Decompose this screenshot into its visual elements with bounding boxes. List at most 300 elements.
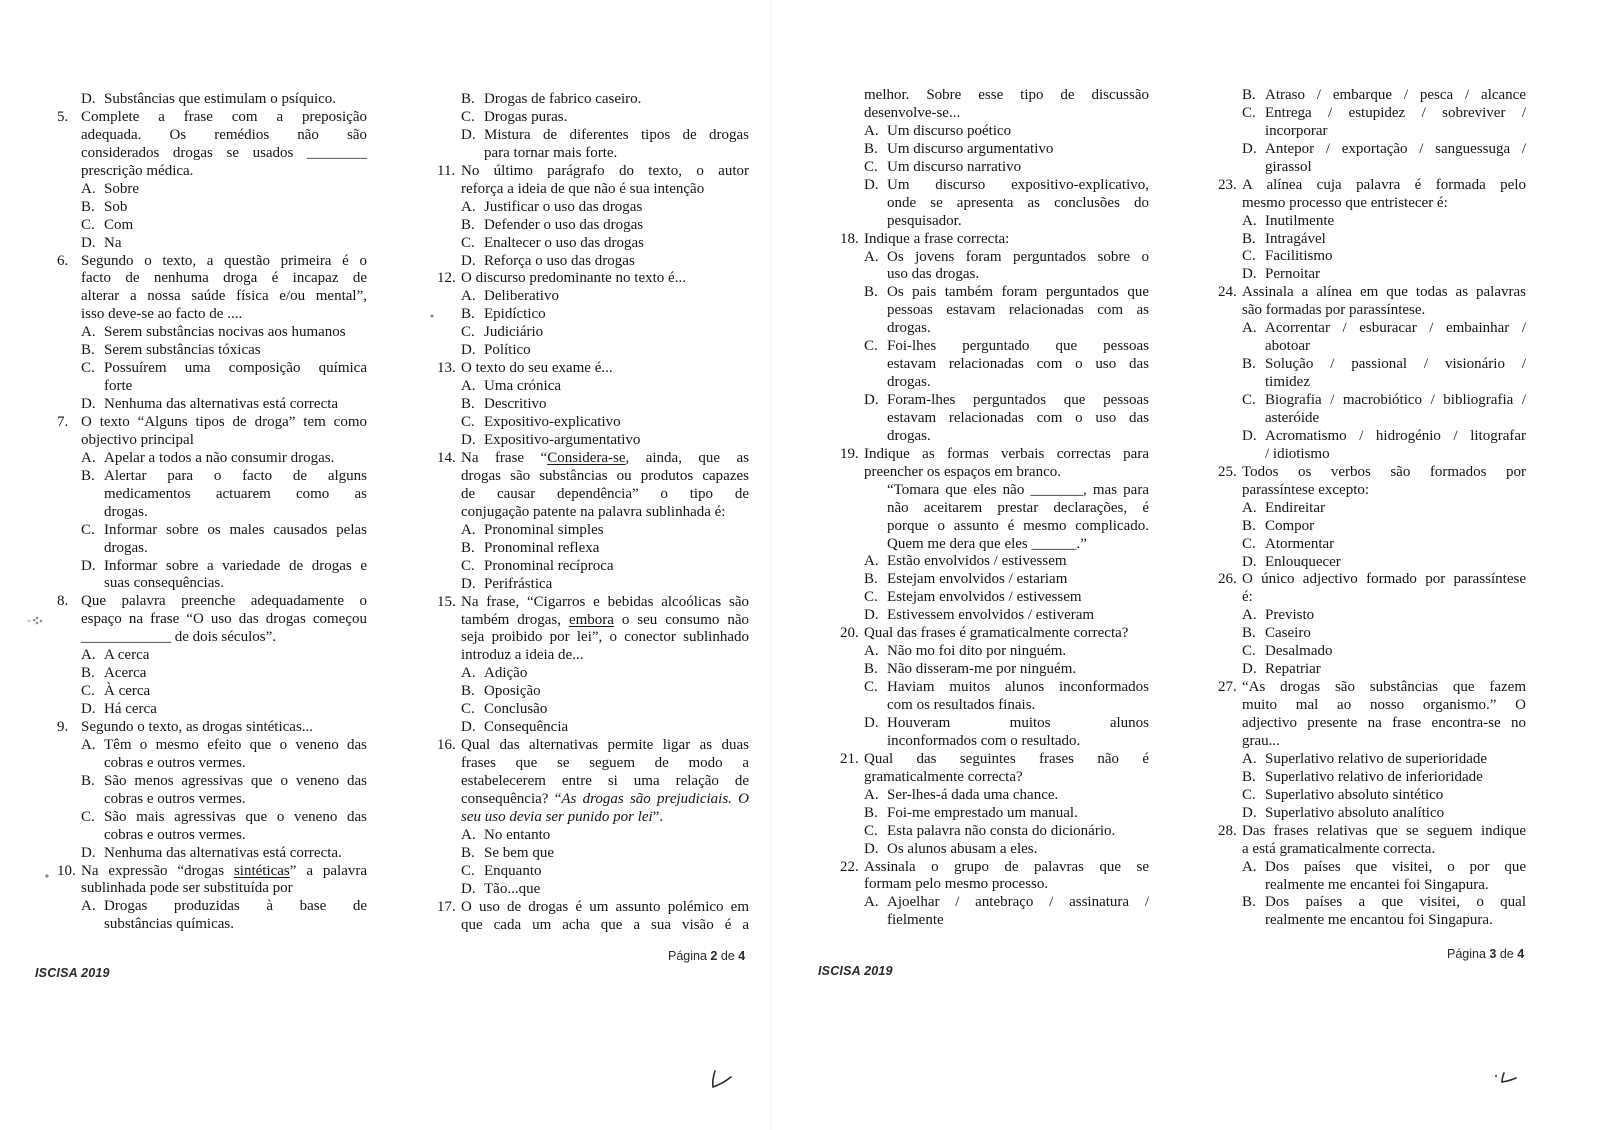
text-line: Compor bbox=[1265, 517, 1315, 534]
text-line: Reforça o uso das drogas bbox=[484, 252, 635, 269]
question-number: 5. bbox=[57, 108, 69, 125]
option-text bbox=[887, 284, 1149, 338]
question-text bbox=[461, 899, 749, 935]
text-line: porque o assunto é mesmo complicado. bbox=[887, 517, 1149, 534]
option-letter: A. bbox=[864, 248, 879, 265]
text-line bbox=[461, 612, 749, 630]
option-c bbox=[437, 863, 749, 881]
option-letter: C. bbox=[864, 589, 878, 606]
text-line: Atormentar bbox=[1265, 535, 1335, 552]
option-d bbox=[1218, 554, 1526, 572]
option-a bbox=[840, 553, 1149, 571]
option-letter: D. bbox=[461, 252, 476, 269]
text-line: Atraso / embarque / pesca / alcance bbox=[1265, 87, 1526, 103]
text-line: Qual das alternativas permite ligar as duas bbox=[461, 737, 749, 754]
text-line: Dos países a que visitei, o qual bbox=[1265, 894, 1526, 911]
option-c bbox=[437, 701, 749, 719]
text-line: cobras e outros vermes. bbox=[104, 826, 246, 843]
text-line: Pernoitar bbox=[1265, 266, 1320, 283]
option-text bbox=[104, 360, 367, 396]
text-line: Ser-lhes-á dada uma chance. bbox=[887, 786, 1059, 803]
question-text bbox=[461, 450, 749, 522]
text-line: Desalmado bbox=[1265, 643, 1333, 660]
text-line: “As drogas são substâncias que fazem bbox=[1242, 679, 1526, 696]
text-line: mesmo processo que entristecer é: bbox=[1242, 194, 1448, 211]
question-number: 9. bbox=[57, 719, 69, 736]
option-letter: B. bbox=[81, 342, 95, 359]
text-line: Os jovens foram perguntados sobre o bbox=[887, 248, 1149, 265]
option-letter: B. bbox=[461, 539, 475, 556]
option-a bbox=[437, 665, 749, 683]
option-text bbox=[887, 249, 1149, 285]
option-b bbox=[1218, 625, 1526, 643]
option-a bbox=[840, 894, 1149, 930]
option-letter: D. bbox=[81, 396, 96, 413]
option-letter: C. bbox=[1242, 248, 1256, 265]
text-line: Conclusão bbox=[484, 701, 548, 718]
option-text bbox=[484, 235, 749, 253]
text-line: que cada um acha que a sua visão é a bbox=[461, 916, 749, 933]
option-c bbox=[437, 414, 749, 432]
option-letter: C. bbox=[461, 108, 475, 125]
option-c bbox=[840, 823, 1149, 841]
question-16 bbox=[437, 737, 749, 827]
text-line: Assinala a alínea em que todas as palavras bbox=[1242, 284, 1526, 301]
text-line: considerados drogas se usados ________ bbox=[81, 144, 367, 161]
question-text bbox=[81, 414, 367, 450]
option-letter: D. bbox=[461, 432, 476, 449]
option-d bbox=[840, 715, 1149, 751]
text-line: drogas. bbox=[887, 374, 931, 391]
option-a bbox=[437, 827, 749, 845]
text-line: Os alunos abusam a eles. bbox=[887, 840, 1038, 857]
text-line: Judiciário bbox=[484, 324, 544, 341]
option-c bbox=[1218, 392, 1526, 428]
option-letter: C. bbox=[1242, 392, 1256, 409]
option-text bbox=[887, 661, 1149, 679]
text-line: drogas são substâncias ou produtos capazes bbox=[461, 467, 749, 484]
question-text bbox=[461, 594, 749, 666]
question-text bbox=[81, 593, 367, 647]
text-line: a está gramaticalmente correcta. bbox=[1242, 840, 1436, 857]
option-b bbox=[437, 396, 749, 414]
question-6 bbox=[57, 253, 367, 325]
option-letter: A. bbox=[1242, 858, 1257, 875]
text-line: abotoar bbox=[1265, 338, 1310, 355]
text-line: Estão envolvidos / estivessem bbox=[887, 553, 1067, 570]
text-line: Tão...que bbox=[484, 880, 541, 897]
option-b bbox=[1218, 87, 1526, 105]
text-line: são formadas por parassíntese. bbox=[1242, 302, 1426, 319]
option-text bbox=[484, 396, 749, 414]
text-line: asteróide bbox=[1265, 409, 1320, 426]
text-line: Na frase, “Cigarros e bebidas alcoólicas são bbox=[461, 593, 749, 610]
text-line: seja proibido por lei”, o conector sublinhado bbox=[461, 629, 749, 646]
option-b bbox=[1218, 894, 1526, 930]
option-b bbox=[57, 468, 367, 522]
option-d bbox=[437, 253, 749, 271]
option-letter: C. bbox=[461, 414, 475, 431]
text-line: Defender o uso das drogas bbox=[484, 216, 644, 233]
question-23 bbox=[1218, 177, 1526, 213]
question-text bbox=[81, 109, 367, 181]
option-b bbox=[437, 683, 749, 701]
text-line: Superlativo absoluto analítico bbox=[1265, 804, 1445, 821]
text-line: drogas. bbox=[104, 503, 148, 520]
text-line: “Tomara que eles não _______, mas para bbox=[887, 481, 1149, 498]
question-number: 25. bbox=[1218, 463, 1237, 480]
page-word: Página bbox=[1447, 947, 1486, 961]
text-line: Antepor / exportação / sanguessuga / bbox=[1265, 140, 1526, 157]
text-line: melhor. Sobre esse tipo de discussão bbox=[864, 87, 1149, 103]
text-line: Pronominal simples bbox=[484, 521, 604, 538]
option-text bbox=[1265, 428, 1526, 464]
option-letter: D. bbox=[864, 714, 879, 731]
text-line: drogas. bbox=[887, 427, 931, 444]
option-c bbox=[57, 683, 367, 701]
option-letter: D. bbox=[461, 880, 476, 897]
text-line: Inutilmente bbox=[1265, 212, 1335, 229]
question-text bbox=[864, 859, 1149, 895]
option-letter: C. bbox=[864, 338, 878, 355]
text-line: suas consequências. bbox=[104, 575, 224, 592]
text-segment: ” a palavra bbox=[289, 862, 368, 879]
option-b bbox=[57, 665, 367, 683]
option-text bbox=[484, 217, 749, 235]
text-line: A alínea cuja palavra é formada pelo bbox=[1242, 176, 1526, 193]
question-number: 18. bbox=[840, 230, 859, 247]
text-line: Qual das seguintes frases não é bbox=[864, 750, 1149, 767]
text-line: Acerca bbox=[104, 665, 147, 682]
text-line: Estejam envolvidos / estivessem bbox=[887, 589, 1082, 606]
option-text bbox=[1265, 805, 1526, 823]
option-d bbox=[437, 342, 749, 360]
option-text bbox=[104, 701, 367, 719]
text-line: Os pais também foram perguntados que bbox=[887, 284, 1149, 301]
text-line: Acromatismo / hidrogénio / litografar bbox=[1265, 427, 1526, 444]
option-letter: B. bbox=[461, 91, 475, 107]
text-line: não aceitarem prestar declarações, é bbox=[887, 499, 1149, 516]
option-letter: B. bbox=[864, 571, 878, 588]
option-text bbox=[887, 787, 1149, 805]
question-7 bbox=[57, 414, 367, 450]
option-letter: A. bbox=[1242, 750, 1257, 767]
option-letter: A. bbox=[1242, 212, 1257, 229]
option-letter: A. bbox=[81, 736, 96, 753]
text-line: onde se apresenta as conclusões do bbox=[887, 194, 1149, 211]
text-line: O discurso predominante no texto é... bbox=[461, 270, 686, 287]
text-line: Serem substâncias nocivas aos humanos bbox=[104, 324, 346, 341]
option-letter: C. bbox=[461, 862, 475, 879]
option-a bbox=[57, 647, 367, 665]
option-a bbox=[1218, 320, 1526, 356]
text-line: São menos agressivas que o veneno das bbox=[104, 772, 367, 789]
option-d bbox=[57, 558, 367, 594]
option-d bbox=[437, 719, 749, 737]
question-text bbox=[81, 253, 367, 325]
option-text bbox=[1265, 607, 1526, 625]
text-line: Adição bbox=[484, 665, 528, 682]
option-letter: B. bbox=[461, 396, 475, 413]
option-letter: D. bbox=[461, 126, 476, 143]
text-line: Deliberativo bbox=[484, 288, 559, 305]
text-line: para tornar mais forte. bbox=[484, 144, 618, 161]
text-line: Enquanto bbox=[484, 862, 542, 879]
question-8 bbox=[57, 593, 367, 647]
question-number: 12. bbox=[437, 270, 456, 287]
option-c bbox=[840, 159, 1149, 177]
text-line: Político bbox=[484, 342, 531, 359]
text-line: O texto “Alguns tipos de droga” tem como bbox=[81, 414, 367, 430]
page-of-word: de bbox=[1499, 947, 1514, 961]
option-d bbox=[1218, 661, 1526, 679]
option-letter: A. bbox=[81, 180, 96, 197]
option-text bbox=[484, 109, 749, 127]
option-letter: B. bbox=[461, 683, 475, 700]
text-line: sublinhada pode ser substituída por bbox=[81, 880, 293, 897]
text-line: Substâncias que estimulam o psíquico. bbox=[104, 91, 337, 107]
option-text bbox=[887, 571, 1149, 589]
text-line: Descritivo bbox=[484, 396, 547, 413]
text-line: adequada. Os remédios não são bbox=[81, 126, 367, 143]
question-text bbox=[1242, 571, 1526, 607]
option-a bbox=[840, 249, 1149, 285]
option-a bbox=[840, 123, 1149, 141]
text-line: Epidíctico bbox=[484, 306, 546, 323]
text-line: incorporar bbox=[1265, 122, 1328, 139]
underlined-word: Considera-se bbox=[547, 450, 626, 466]
text-segment: , ainda, que as bbox=[625, 450, 750, 466]
option-letter: A. bbox=[461, 378, 476, 395]
question-number: 13. bbox=[437, 360, 456, 377]
option-b bbox=[1218, 769, 1526, 787]
text-line bbox=[461, 450, 749, 468]
option-a bbox=[437, 288, 749, 306]
option-text bbox=[484, 91, 749, 109]
option-text bbox=[104, 199, 367, 217]
question-text bbox=[461, 270, 749, 288]
text-line: Mistura de diferentes tipos de drogas bbox=[484, 126, 749, 143]
text-line: Não disseram-me por ninguém. bbox=[887, 661, 1077, 678]
option-text bbox=[484, 414, 749, 432]
option-text bbox=[1265, 751, 1526, 769]
option-b bbox=[1218, 518, 1526, 536]
option-text bbox=[484, 558, 749, 576]
text-line bbox=[81, 863, 367, 881]
text-segment: Na frase “ bbox=[461, 450, 548, 466]
option-text bbox=[104, 342, 367, 360]
option-c bbox=[1218, 248, 1526, 266]
option-letter: A. bbox=[1242, 320, 1257, 337]
text-line: Entrega / estupidez / sobreviver / bbox=[1265, 104, 1526, 121]
question-27 bbox=[1218, 679, 1526, 751]
text-line: Serem substâncias tóxicas bbox=[104, 342, 261, 359]
question-text bbox=[864, 625, 1149, 643]
question-21 bbox=[840, 751, 1149, 787]
option-letter: A. bbox=[1242, 499, 1257, 516]
option-letter: B. bbox=[461, 844, 475, 861]
option-letter: A. bbox=[81, 647, 96, 664]
option-letter: C. bbox=[1242, 786, 1256, 803]
text-line: Perifrástica bbox=[484, 575, 553, 592]
text-line: O texto do seu exame é... bbox=[461, 360, 613, 377]
text-line: de causar dependência” o tipo de bbox=[461, 485, 749, 502]
option-letter: C. bbox=[1242, 535, 1256, 552]
text-line: é: bbox=[1242, 589, 1253, 606]
text-line: alterar a nossa saúde física e/ou mental”, bbox=[81, 288, 367, 305]
text-line: Drogas de fabrico caseiro. bbox=[484, 91, 642, 107]
option-text bbox=[887, 141, 1149, 159]
option-letter: C. bbox=[81, 521, 95, 538]
text-line: estabelecerem entre si uma relação de bbox=[461, 773, 749, 789]
option-b bbox=[437, 845, 749, 863]
option-letter: A. bbox=[81, 324, 96, 341]
option-text bbox=[104, 683, 367, 701]
option-b bbox=[437, 91, 749, 109]
question-9 bbox=[57, 719, 367, 737]
text-line: Haviam muitos alunos inconformados bbox=[887, 679, 1149, 696]
option-text bbox=[887, 159, 1149, 177]
exam-page-3 bbox=[800, 0, 1600, 1130]
option-text bbox=[887, 607, 1149, 625]
page-total: 4 bbox=[1517, 947, 1525, 961]
question-number: 11. bbox=[437, 162, 456, 179]
option-text bbox=[104, 845, 367, 863]
option-letter: D. bbox=[81, 234, 96, 251]
text-line: muito mal ao nosso organismo.” O bbox=[1242, 697, 1526, 714]
text-line: Uma crónica bbox=[484, 378, 562, 395]
option-a bbox=[1218, 751, 1526, 769]
option-text bbox=[1265, 643, 1526, 661]
option-text bbox=[1265, 518, 1526, 536]
text-line: forte bbox=[104, 378, 133, 395]
text-segment: o seu consumo não bbox=[613, 611, 749, 628]
option-c bbox=[437, 558, 749, 576]
option-text bbox=[484, 863, 749, 881]
option-text bbox=[104, 737, 367, 773]
option-text bbox=[484, 540, 749, 558]
text-line: Biografia / macrobiótico / bibliografia / bbox=[1265, 392, 1526, 409]
question-11 bbox=[437, 163, 749, 199]
option-letter: C. bbox=[461, 701, 475, 718]
option-letter: D. bbox=[864, 840, 879, 857]
option-letter: A. bbox=[81, 449, 96, 466]
question-text-continued bbox=[840, 87, 1149, 123]
question-13 bbox=[437, 360, 749, 378]
option-text bbox=[484, 378, 749, 396]
question-number: 27. bbox=[1218, 679, 1237, 696]
option-letter: C. bbox=[461, 557, 475, 574]
option-letter: B. bbox=[1242, 625, 1256, 642]
text-line: À cerca bbox=[104, 683, 151, 700]
option-text bbox=[1265, 769, 1526, 787]
option-text bbox=[484, 683, 749, 701]
text-line: São mais agressivas que o veneno das bbox=[104, 808, 367, 825]
option-text bbox=[104, 396, 367, 414]
option-text bbox=[104, 324, 367, 342]
option-letter: A. bbox=[864, 553, 879, 570]
text-line: adjectivo presente na frase encontra-se no bbox=[1242, 715, 1526, 732]
question-17 bbox=[437, 899, 749, 935]
text-line: Facilitismo bbox=[1265, 248, 1333, 265]
option-letter: A. bbox=[81, 898, 96, 915]
question-number: 8. bbox=[57, 593, 69, 610]
option-c bbox=[840, 679, 1149, 715]
text-line: inconformados com o resultado. bbox=[887, 732, 1081, 749]
text-line: cobras e outros vermes. bbox=[104, 790, 246, 807]
text-line: Estejam envolvidos / estariam bbox=[887, 571, 1068, 588]
option-letter: D. bbox=[1242, 140, 1257, 157]
option-a bbox=[437, 378, 749, 396]
text-line: Um discurso argumentativo bbox=[887, 140, 1054, 157]
option-a bbox=[57, 324, 367, 342]
question-text bbox=[1242, 177, 1526, 213]
option-letter: C. bbox=[864, 679, 878, 696]
option-text bbox=[104, 91, 367, 109]
text-line: fielmente bbox=[887, 912, 944, 929]
option-letter: C. bbox=[864, 158, 878, 175]
text-line: Têm o mesmo efeito que o veneno das bbox=[104, 736, 367, 753]
option-text bbox=[484, 576, 749, 594]
option-a bbox=[437, 199, 749, 217]
text-line: Um discurso poético bbox=[887, 122, 1012, 139]
question-5 bbox=[57, 109, 367, 181]
option-d bbox=[437, 432, 749, 450]
option-text bbox=[1265, 87, 1526, 105]
option-letter: C. bbox=[81, 683, 95, 700]
text-line: Enaltecer o uso das drogas bbox=[484, 234, 644, 251]
option-text bbox=[1265, 105, 1526, 141]
question-text bbox=[461, 163, 749, 199]
page-word: Página bbox=[668, 949, 707, 963]
text-line: estavam relacionadas com o uso das bbox=[887, 356, 1149, 373]
text-line: cobras e outros vermes. bbox=[104, 754, 246, 771]
option-letter: D. bbox=[1242, 427, 1257, 444]
option-c bbox=[57, 522, 367, 558]
option-b bbox=[840, 571, 1149, 589]
text-line: Repatriar bbox=[1265, 661, 1321, 678]
question-number: 17. bbox=[437, 898, 456, 915]
option-letter: A. bbox=[461, 665, 476, 682]
text-line: drogas. bbox=[104, 539, 148, 556]
option-text bbox=[887, 589, 1149, 607]
text-line: Drogas puras. bbox=[484, 108, 568, 125]
text-line: Foram-lhes perguntados que pessoas bbox=[887, 392, 1149, 408]
text-line: grau... bbox=[1242, 732, 1280, 749]
option-letter: C. bbox=[461, 234, 475, 251]
text-line: Que palavra preenche adequadamente o bbox=[81, 593, 367, 610]
option-text bbox=[484, 665, 749, 683]
option-b bbox=[437, 217, 749, 235]
text-line: Qual das frases é gramaticalmente correcta? bbox=[864, 625, 1129, 642]
option-b bbox=[437, 540, 749, 558]
text-line: Indique as formas verbais correctas para bbox=[864, 445, 1149, 462]
option-text bbox=[104, 235, 367, 253]
italic-text: As drogas são prejudiciais. O bbox=[561, 790, 749, 807]
option-text bbox=[887, 392, 1149, 446]
option-text bbox=[1265, 625, 1526, 643]
option-text bbox=[1265, 500, 1526, 518]
text-line bbox=[461, 791, 749, 809]
text-line: Nenhuma das alternativas está correcta bbox=[104, 396, 339, 413]
option-a bbox=[57, 181, 367, 199]
option-letter: B. bbox=[81, 665, 95, 682]
footer-institution: ISCISA 2019 bbox=[35, 966, 110, 980]
text-line: Superlativo absoluto sintético bbox=[1265, 786, 1444, 803]
page-number bbox=[1447, 947, 1524, 961]
option-letter: D. bbox=[461, 342, 476, 359]
text-line: Solução / passional / visionário / bbox=[1265, 356, 1526, 373]
